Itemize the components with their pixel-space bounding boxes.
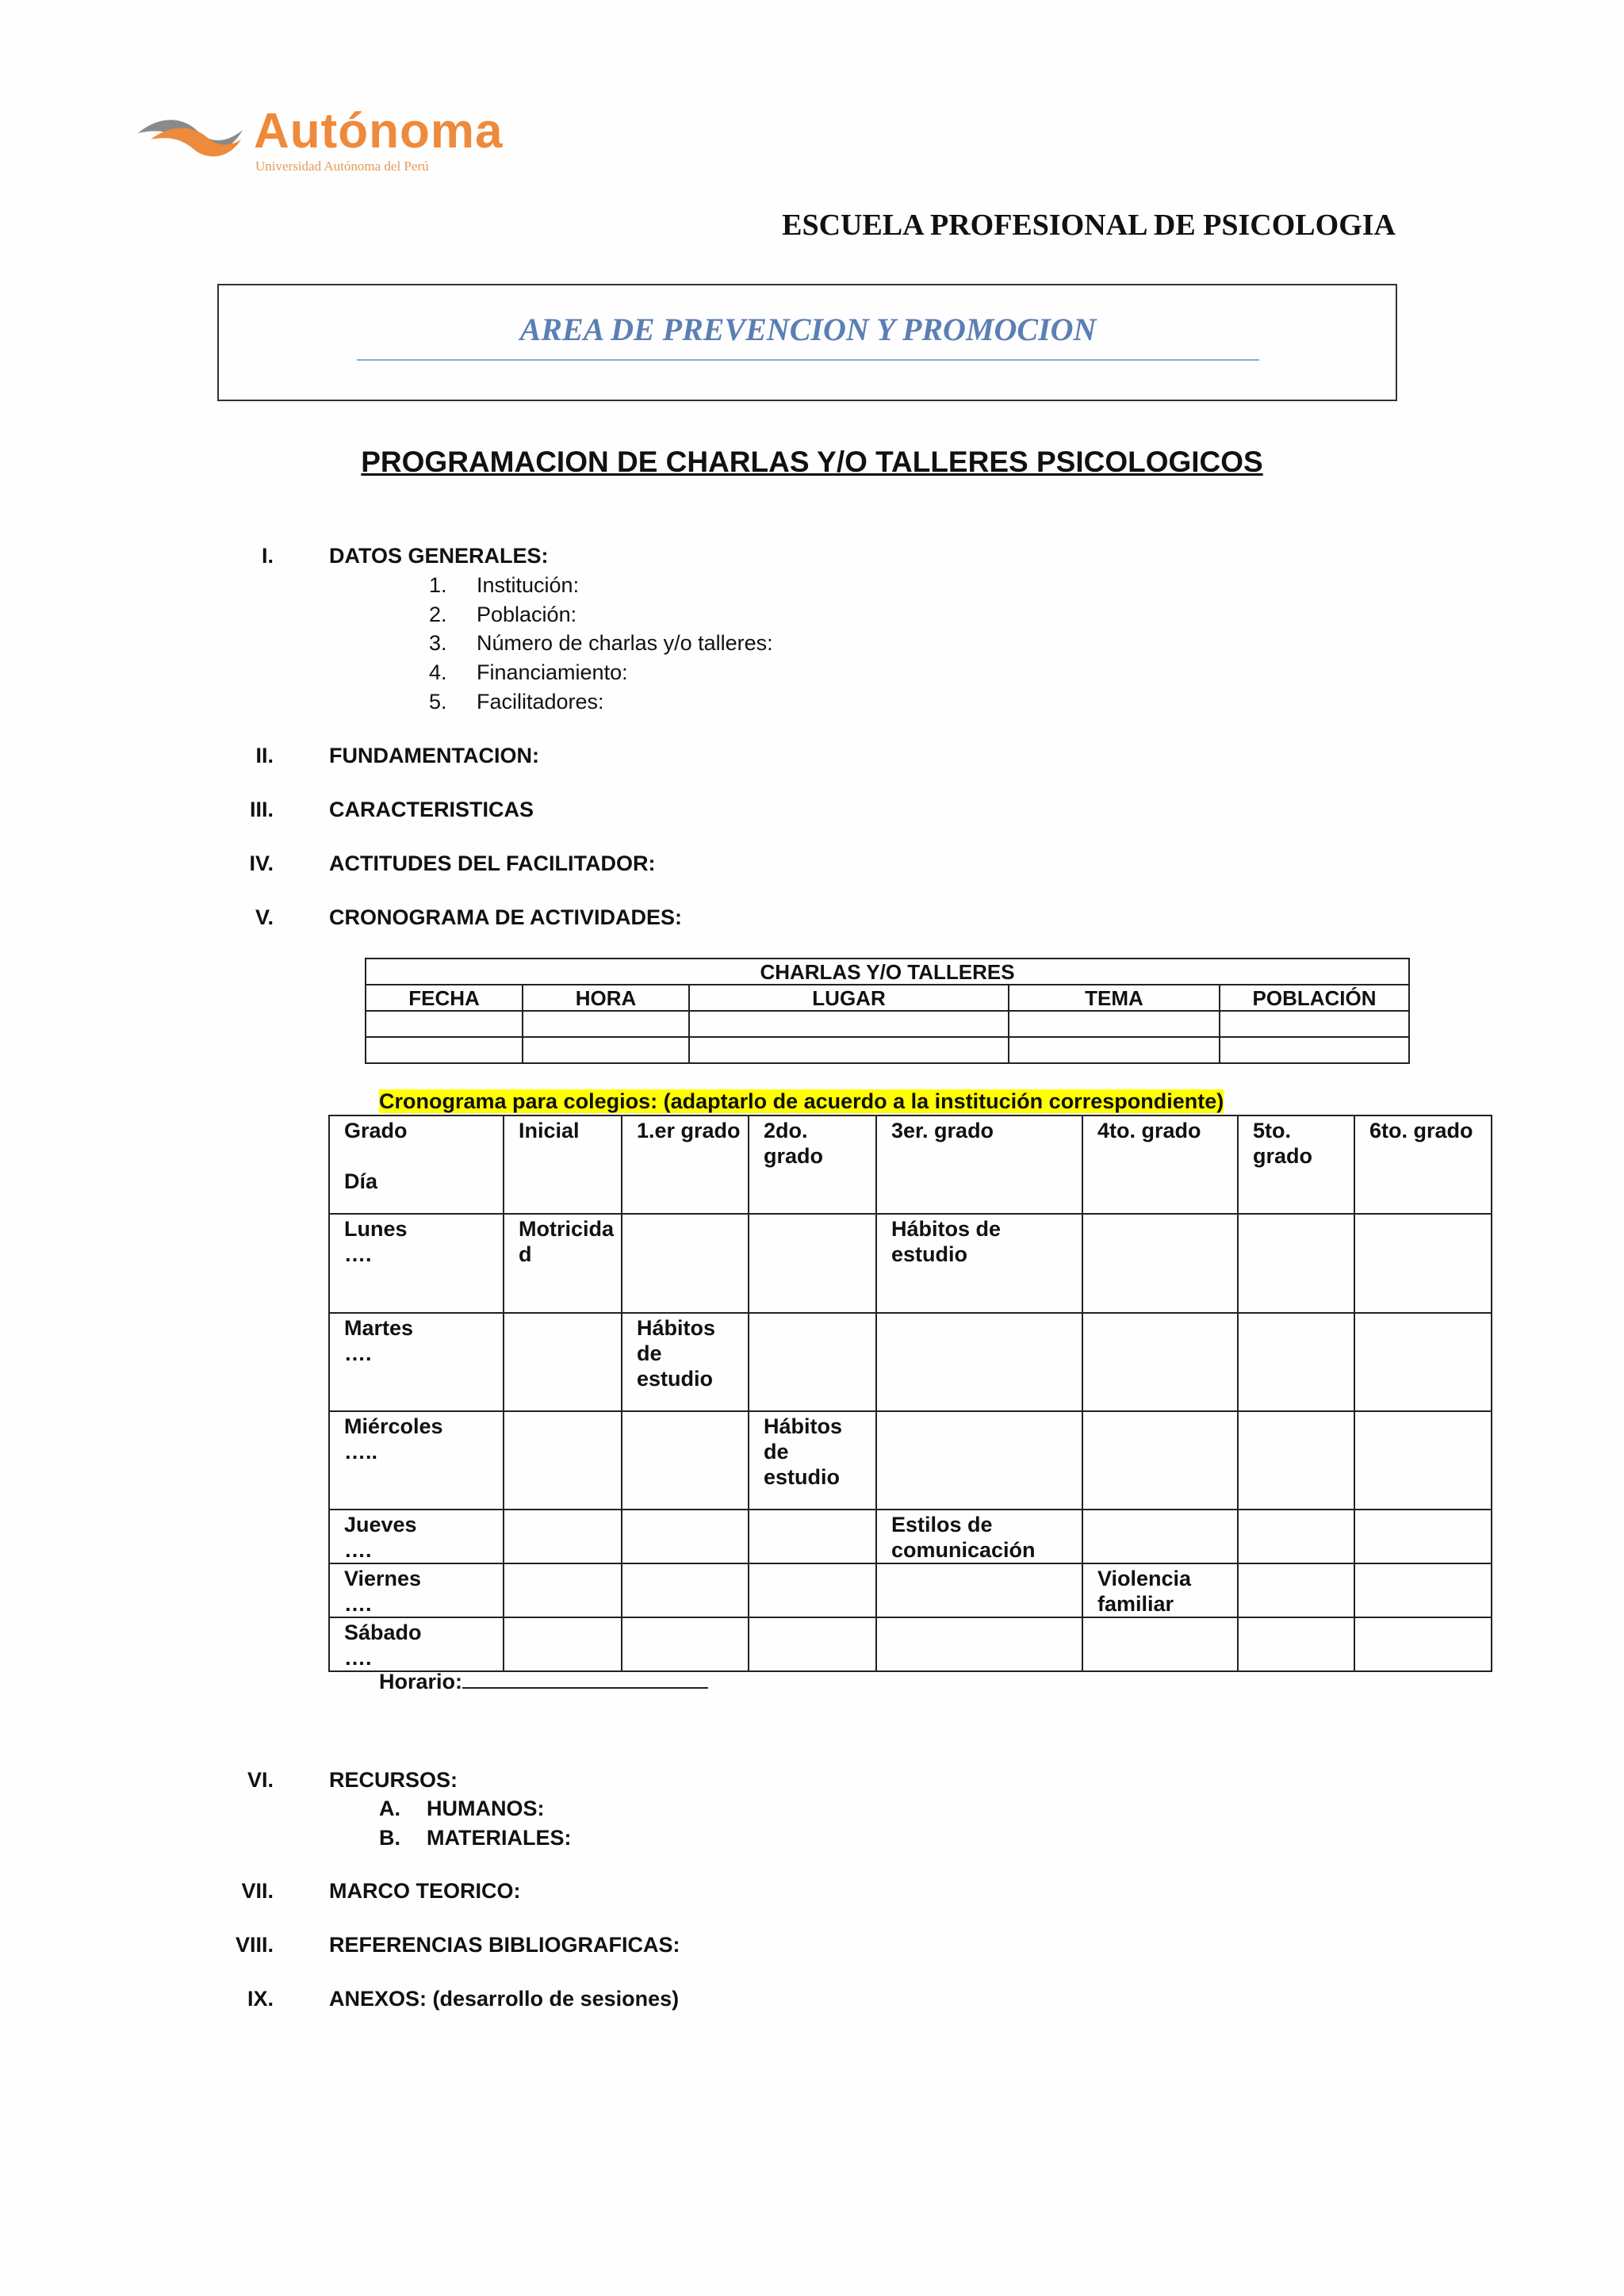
list-item: 5. Facilitadores: (429, 690, 604, 714)
empty-cell[interactable] (1082, 1617, 1238, 1671)
school-heading: ESCUELA PROFESIONAL DE PSICOLOGIA (782, 209, 1396, 242)
empty-cell[interactable] (1082, 1411, 1238, 1510)
empty-cell[interactable] (876, 1411, 1082, 1510)
empty-cell[interactable] (504, 1411, 622, 1510)
empty-cell[interactable] (622, 1563, 749, 1617)
empty-cell[interactable] (622, 1411, 749, 1510)
cronograma-note: Cronograma para colegios: (adaptarlo de acuerdo a la institución correspondiente) (379, 1089, 1224, 1113)
section-fundamentacion: II. FUNDAMENTACION: (255, 744, 539, 767)
empty-cell[interactable] (876, 1313, 1082, 1411)
horario-field (379, 1668, 708, 1694)
charlas-table-title: CHARLAS Y/O TALLERES (366, 959, 1409, 985)
column-header: 5to. grado (1238, 1115, 1354, 1214)
table-row (329, 1411, 1492, 1510)
day-cell: Jueves …. (329, 1510, 504, 1563)
autonoma-logo-icon (135, 108, 246, 163)
section-referencias: VIII. REFERENCIAS BIBLIOGRAFICAS: (235, 1933, 680, 1957)
empty-cell[interactable] (1220, 1011, 1409, 1037)
entry-cell: Hábitos de estudio (876, 1214, 1082, 1313)
empty-cell[interactable] (1220, 1037, 1409, 1063)
table-row (329, 1617, 1492, 1671)
column-header: Inicial (504, 1115, 622, 1214)
empty-cell[interactable] (1082, 1313, 1238, 1411)
logo-subtitle: Universidad Autónoma del Perú (255, 159, 429, 174)
section-marco-teorico: VII. MARCO TEORICO: (241, 1879, 521, 1903)
empty-cell[interactable] (1354, 1214, 1492, 1313)
entry-cell: Violencia familiar (1082, 1563, 1238, 1617)
empty-cell[interactable] (1238, 1510, 1354, 1563)
section-caracteristicas: III. CARACTERISTICAS (249, 798, 534, 821)
empty-cell[interactable] (366, 1037, 523, 1063)
section-actitudes: IV. ACTITUDES DEL FACILITADOR: (249, 851, 656, 875)
section-number: I. (261, 544, 274, 568)
column-header: 3er. grado (876, 1115, 1082, 1214)
column-header: TEMA (1009, 985, 1220, 1011)
section-anexos: IX. ANEXOS: (desarrollo de sesiones) (247, 1987, 680, 2011)
section-label: DATOS GENERALES: (329, 544, 549, 568)
empty-cell[interactable] (1354, 1313, 1492, 1411)
day-cell: Martes …. (329, 1313, 504, 1411)
empty-cell[interactable] (1009, 1037, 1220, 1063)
table-row (366, 1011, 1409, 1037)
cronograma-table (328, 1115, 1492, 1672)
empty-cell[interactable] (876, 1617, 1082, 1671)
entry-cell: Motricidad (504, 1214, 622, 1313)
empty-cell[interactable] (1009, 1011, 1220, 1037)
day-cell: Miércoles ….. (329, 1411, 504, 1510)
empty-cell[interactable] (689, 1037, 1009, 1063)
empty-cell[interactable] (1082, 1510, 1238, 1563)
list-item: B. MATERIALES: (379, 1826, 572, 1850)
list-item: 1. Institución: (429, 573, 580, 597)
empty-cell[interactable] (1238, 1411, 1354, 1510)
empty-cell[interactable] (1238, 1313, 1354, 1411)
empty-cell[interactable] (504, 1563, 622, 1617)
header-row (329, 1115, 1492, 1214)
empty-cell[interactable] (504, 1510, 622, 1563)
empty-cell[interactable] (749, 1617, 876, 1671)
empty-cell[interactable] (366, 1011, 523, 1037)
entry-cell: Hábitos de estudio (749, 1411, 876, 1510)
day-cell: Viernes …. (329, 1563, 504, 1617)
table-row (329, 1214, 1492, 1313)
charlas-table (365, 958, 1410, 1064)
entry-cell: Estilos de comunicación (876, 1510, 1082, 1563)
empty-cell[interactable] (749, 1510, 876, 1563)
section-recursos: VI. RECURSOS: (247, 1768, 458, 1792)
empty-cell[interactable] (1354, 1617, 1492, 1671)
page-title: PROGRAMACION DE CHARLAS Y/O TALLERES PSICOLOGICOS (361, 446, 1263, 478)
university-logo (135, 103, 504, 174)
list-item: 4. Financiamiento: (429, 660, 628, 684)
column-header: LUGAR (689, 985, 1009, 1011)
area-underline (357, 359, 1259, 361)
table-row (366, 1037, 1409, 1063)
table-row (329, 1510, 1492, 1563)
column-header: 1.er grado (622, 1115, 749, 1214)
column-header: 4to. grado (1082, 1115, 1238, 1214)
column-header: HORA (523, 985, 689, 1011)
empty-cell[interactable] (689, 1011, 1009, 1037)
empty-cell[interactable] (749, 1313, 876, 1411)
empty-cell[interactable] (1354, 1563, 1492, 1617)
horario-blank-line[interactable] (462, 1668, 708, 1689)
section-cronograma: V. CRONOGRAMA DE ACTIVIDADES: (255, 905, 682, 929)
empty-cell[interactable] (1082, 1214, 1238, 1313)
logo-wordmark: Autónoma (254, 104, 504, 159)
list-item: 2. Población: (429, 603, 577, 626)
area-title: AREA DE PREVENCION Y PROMOCION (519, 312, 1097, 347)
empty-cell[interactable] (1238, 1563, 1354, 1617)
empty-cell[interactable] (622, 1617, 749, 1671)
empty-cell[interactable] (1238, 1617, 1354, 1671)
corner-cell: Grado Día (329, 1115, 504, 1214)
entry-cell: Hábitos de estudio (622, 1313, 749, 1411)
empty-cell[interactable] (504, 1617, 622, 1671)
empty-cell[interactable] (749, 1563, 876, 1617)
empty-cell[interactable] (749, 1214, 876, 1313)
table-row (329, 1313, 1492, 1411)
section-datos-generales (261, 544, 549, 568)
table-row (329, 1563, 1492, 1617)
empty-cell[interactable] (1354, 1510, 1492, 1563)
list-item: A. HUMANOS: (379, 1797, 545, 1820)
empty-cell[interactable] (622, 1510, 749, 1563)
column-header: FECHA (366, 985, 523, 1011)
empty-cell[interactable] (504, 1313, 622, 1411)
empty-cell[interactable] (523, 1011, 689, 1037)
column-header: POBLACIÓN (1220, 985, 1409, 1011)
list-item: 3. Número de charlas y/o talleres: (429, 631, 773, 655)
empty-cell[interactable] (523, 1037, 689, 1063)
empty-cell[interactable] (1238, 1214, 1354, 1313)
horario-label: Horario: (379, 1670, 463, 1693)
day-cell: Sábado …. (329, 1617, 504, 1671)
column-header: 2do. grado (749, 1115, 876, 1214)
column-header: 6to. grado (1354, 1115, 1492, 1214)
day-cell: Lunes …. (329, 1214, 504, 1313)
empty-cell[interactable] (622, 1214, 749, 1313)
empty-cell[interactable] (876, 1563, 1082, 1617)
empty-cell[interactable] (1354, 1411, 1492, 1510)
